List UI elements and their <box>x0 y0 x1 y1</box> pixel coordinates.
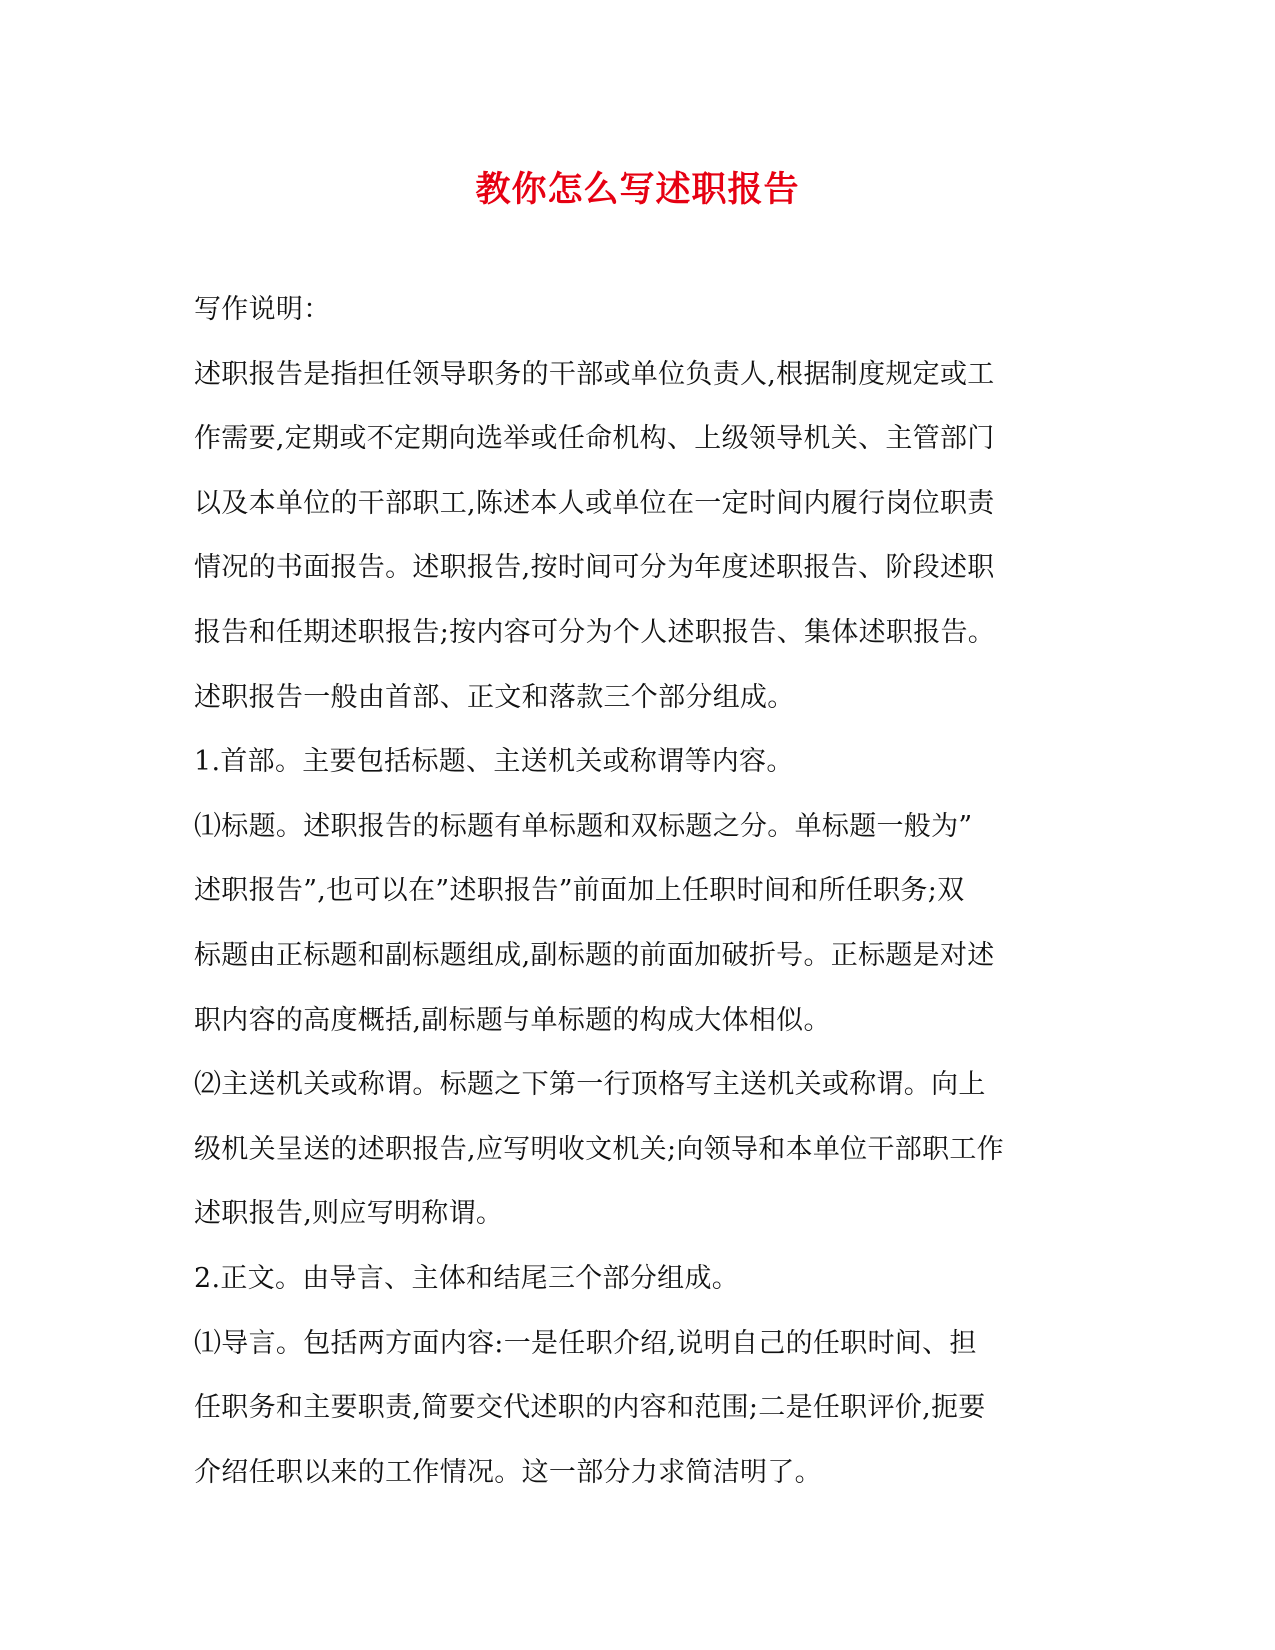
body-line: 述职报告”,也可以在”述职报告”前面加上任职时间和所任职务;双 <box>194 875 965 907</box>
body-line: 介绍任职以来的工作情况。这一部分力求简洁明了。 <box>194 1456 822 1488</box>
body-line: 任职务和主要职责,简要交代述职的内容和范围;二是任职评价,扼要 <box>194 1392 986 1424</box>
body-line: 级机关呈送的述职报告,应写明收文机关;向领导和本单位干部职工作 <box>194 1133 1004 1165</box>
body-line: 述职报告是指担任领导职务的干部或单位负责人,根据制度规定或工 <box>194 358 995 390</box>
body-line: ⑵主送机关或称谓。标题之下第一行顶格写主送机关或称谓。向上 <box>194 1069 986 1101</box>
body-line: 标题由正标题和副标题组成,副标题的前面加破折号。正标题是对述 <box>194 939 995 971</box>
body-line: ⑴导言。包括两方面内容:一是任职介绍,说明自己的任职时间、担 <box>194 1327 977 1359</box>
body-line: 1.首部。主要包括标题、主送机关或称谓等内容。 <box>194 746 794 778</box>
body-line: 述职报告一般由首部、正文和落款三个部分组成。 <box>194 681 795 713</box>
body-line: 写作说明： <box>194 294 331 325</box>
body-line: 以及本单位的干部职工,陈述本人或单位在一定时间内履行岗位职责 <box>194 487 995 519</box>
body-line: 情况的书面报告。述职报告,按时间可分为年度述职报告、阶段述职 <box>194 552 995 584</box>
document-title: 教你怎么写述职报告 <box>475 169 800 210</box>
body-line: 2.正文。由导言、主体和结尾三个部分组成。 <box>194 1262 740 1294</box>
body-line: 述职报告,则应写明称谓。 <box>194 1198 504 1230</box>
body-line: 作需要,定期或不定期向选举或任命机构、上级领导机关、主管部门 <box>194 423 995 455</box>
body-line: 报告和任期述职报告;按内容可分为个人述职报告、集体述职报告。 <box>194 616 996 648</box>
document-body <box>194 278 1074 1505</box>
body-line: 职内容的高度概括,副标题与单标题的构成大体相似。 <box>194 1004 831 1036</box>
body-line: ⑴标题。述职报告的标题有单标题和双标题之分。单标题一般为” <box>194 810 973 842</box>
